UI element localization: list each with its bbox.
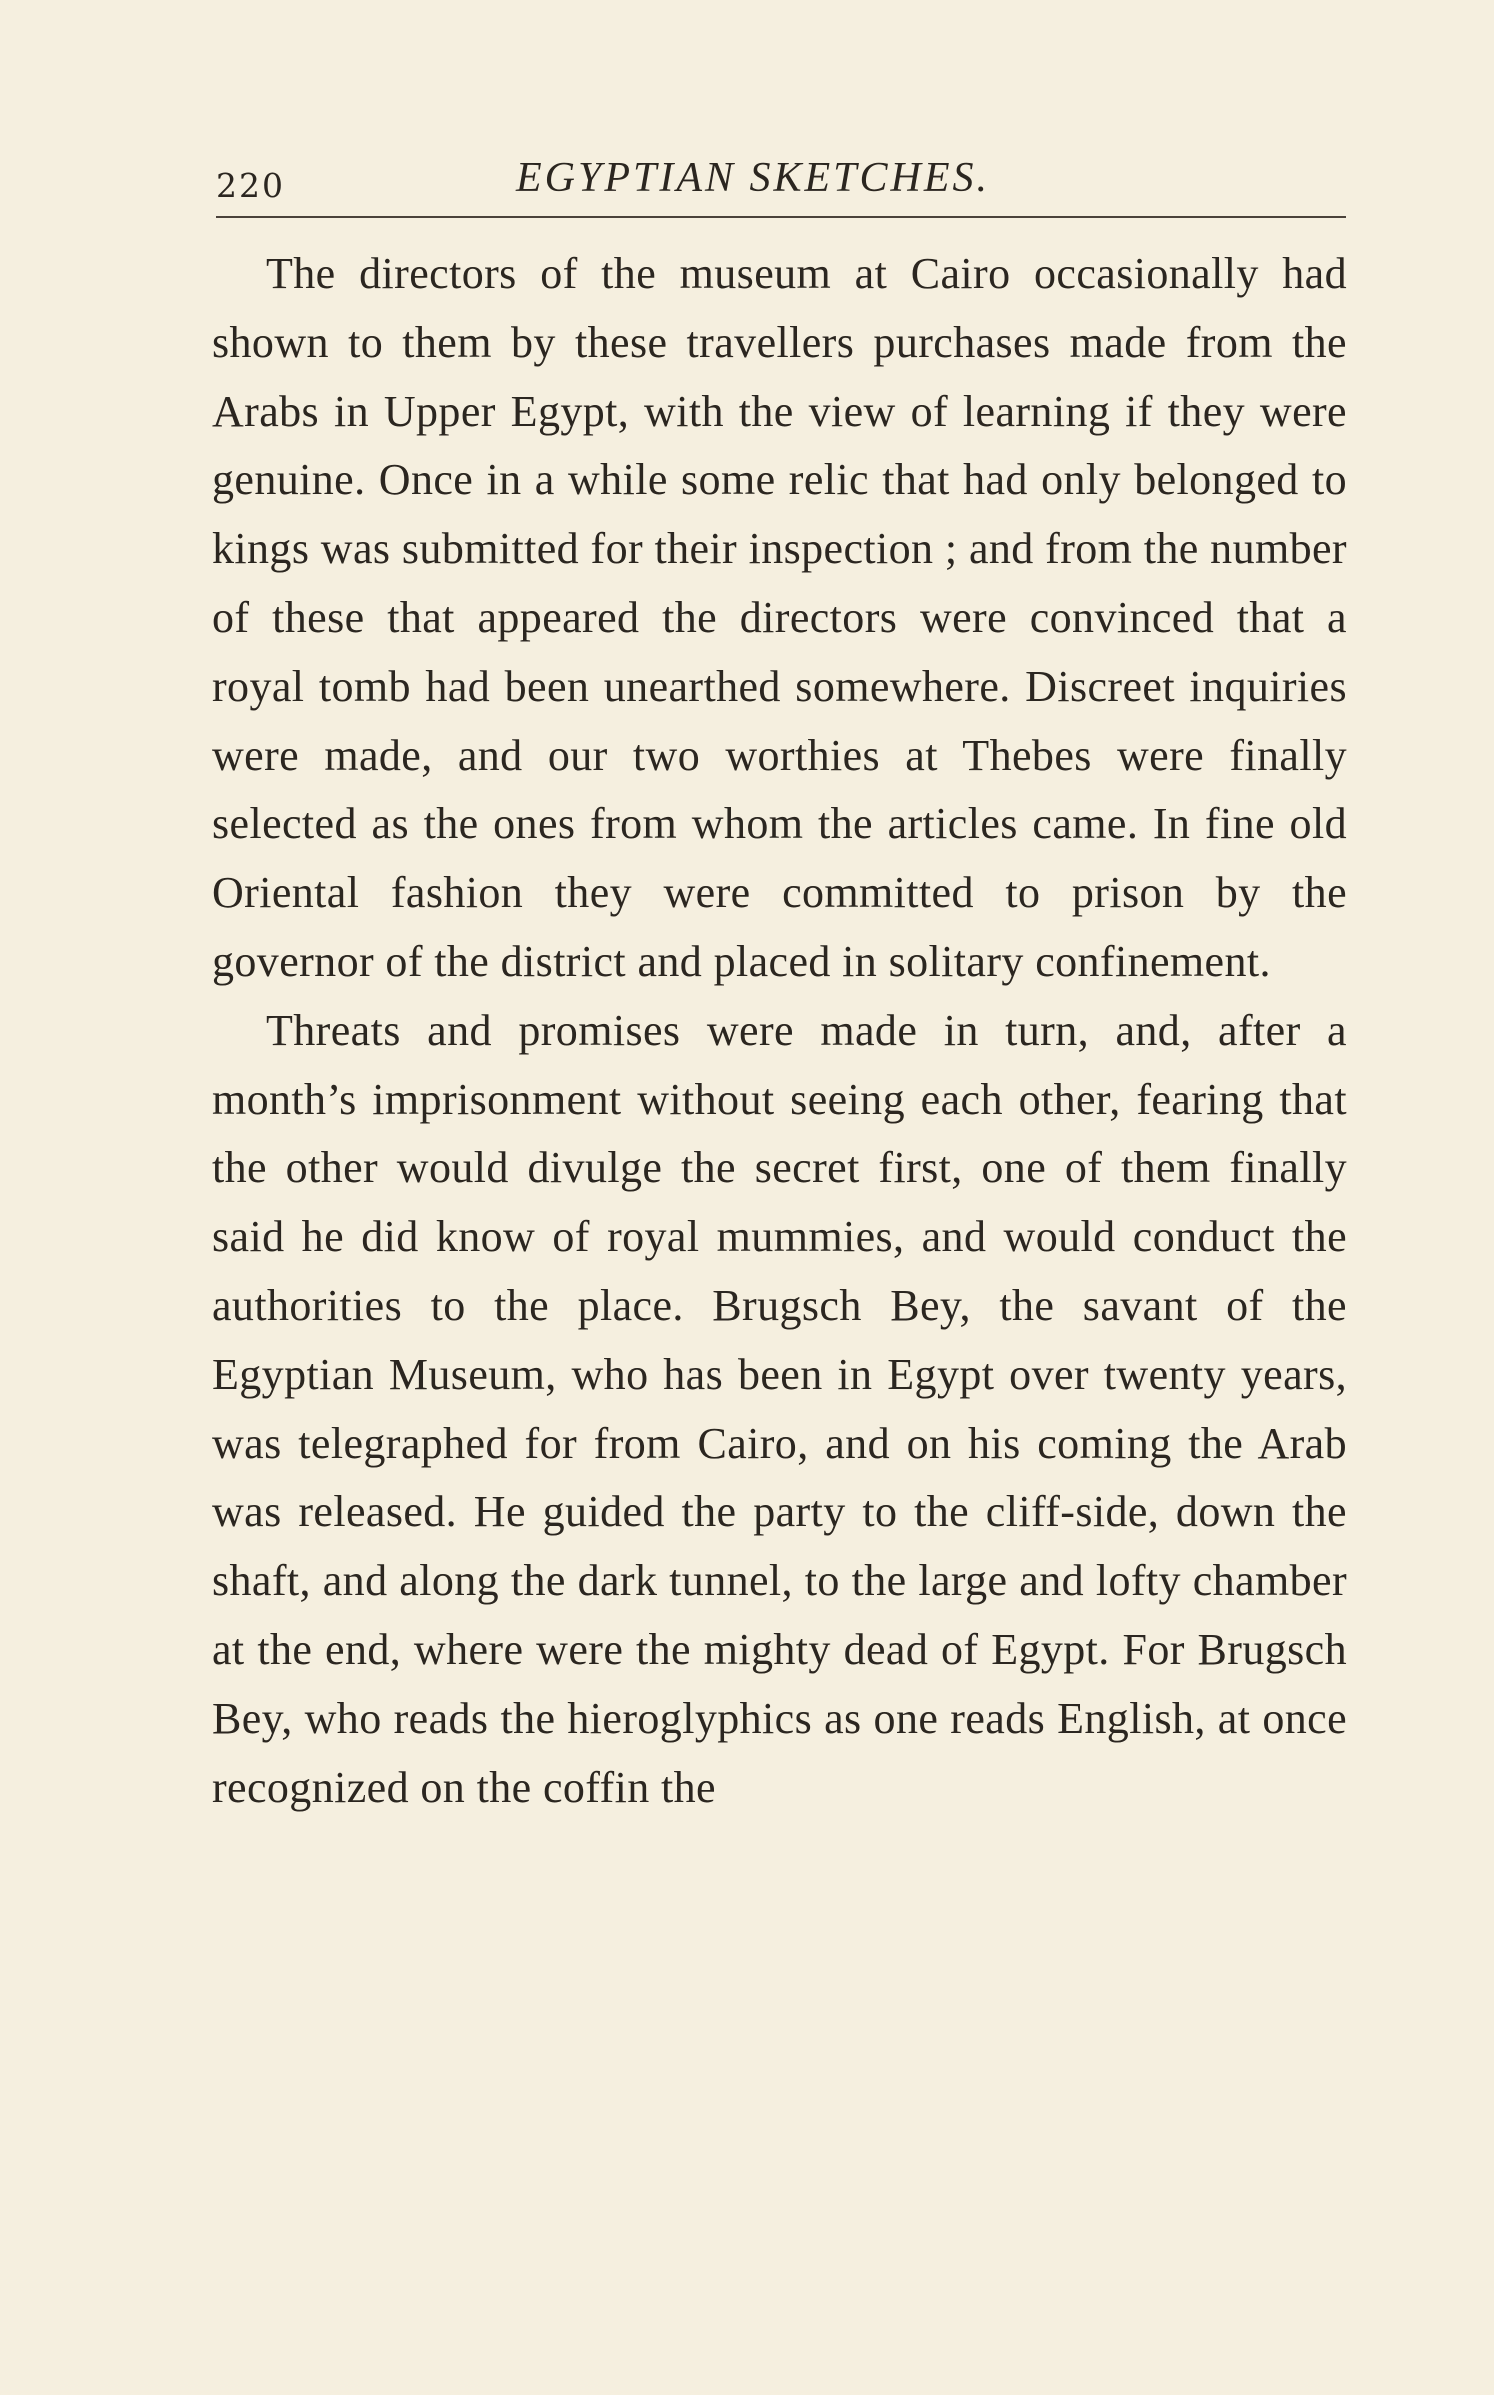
paragraph-1: The directors of the museum at Cairo occasionally had shown to them by these travellers purchases made from the Arabs in Upper Egypt, with the view of learning if they were genuine. Once in a while some relic that had only belonged to kings was submitted for their inspection ; and from the number of these that appeared the directors were convinced that a royal tomb had been unearthed somewhere. Discreet inquiries were made, and our two worthies at Thebes were finally selected as the ones from whom the articles came. In fine old Oriental fashion they were committed to prison by the governor of the district and placed in solitary confinement. (212, 249, 1347, 986)
header-rule (216, 216, 1346, 218)
running-head (216, 148, 1346, 218)
body-text (212, 240, 1347, 1822)
page-number: 220 (216, 166, 285, 205)
paragraph-2: Threats and promises were made in turn, and, after a month’s imprisonment without seeing each other, fearing that the other would divulge the secret first, one of them finally said he did know of royal mummies, and would conduct the authorities to the place. Brugsch Bey, the savant of the Egyptian Museum, who has been in Egypt over twenty years, was telegraphed for from Cairo, and on his coming the Arab was released. He guided the party to the cliff-side, down the shaft, and along the dark tunnel, to the large and lofty chamber at the end, where were the mighty dead of Egypt. For Brugsch Bey, who reads the hieroglyphics as one reads English, at once recognized on the coffin the (212, 1005, 1347, 1812)
running-title: EGYPTIAN SKETCHES. (516, 155, 991, 201)
